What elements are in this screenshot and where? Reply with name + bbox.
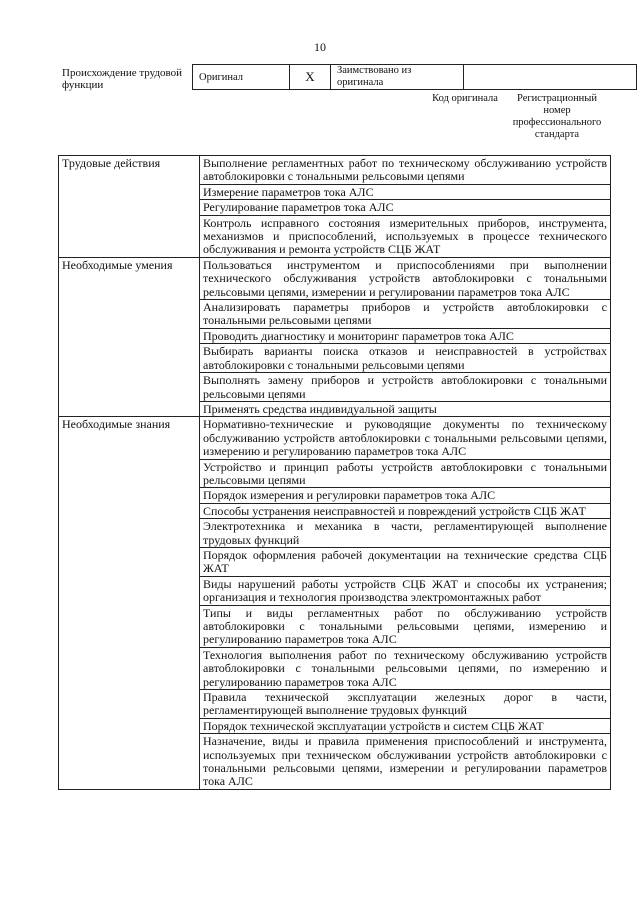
origin-label: Происхождение трудовой функции (62, 67, 183, 91)
table-cell: Проводить диагностику и мониторинг параметров тока АЛС (200, 328, 611, 343)
function-table (58, 155, 611, 790)
table-row (59, 417, 611, 459)
table-cell: Порядок технической эксплуатации устройств и систем СЦБ ЖАТ (200, 718, 611, 733)
table-row (59, 156, 611, 185)
required-knowledge-label: Необходимые знания (59, 417, 200, 790)
table-cell: Типы и виды регламентных работ по обслуживанию устройств автоблокировки с тональными рельсовыми цепями, измерению и регулированию параметров тока АЛС (200, 605, 611, 647)
table-cell: Пользоваться инструментом и приспособлениями при выполнении технического обслуживания устройств автоблокировки с тональными рельсовыми цепями, измерении и регулировании параметров тока АЛС (200, 257, 611, 299)
table-cell: Применять средства индивидуальной защиты (200, 401, 611, 416)
table-cell: Порядок оформления рабочей документации на технические средства СЦБ ЖАТ (200, 547, 611, 576)
table-cell: Технология выполнения работ по техническому обслуживанию устройств автоблокировки с тональными рельсовыми цепями, по измерению и регулированию параметров тока АЛС (200, 647, 611, 689)
table-cell: Выбирать варианты поиска отказов и неисправностей в устройствах автоблокировки с тональными рельсовыми цепями (200, 344, 611, 373)
reg-number-label: Регистрационный номер профессионального стандарта (512, 93, 602, 140)
table-cell: Виды нарушений работы устройств СЦБ ЖАТ и способы их устранения; организация и технология производства электромонтажных работ (200, 576, 611, 605)
table-cell: Измерение параметров тока АЛС (200, 184, 611, 199)
table-cell: Устройство и принцип работы устройств автоблокировки с тональными рельсовыми цепями (200, 459, 611, 488)
table-row (59, 257, 611, 299)
original-cell: Оригинал (193, 65, 290, 90)
labor-actions-label: Трудовые действия (59, 156, 200, 258)
table-cell: Выполнять замену приборов и устройств автоблокировки с тональными рельсовыми цепями (200, 373, 611, 402)
required-skills-label: Необходимые умения (59, 257, 200, 416)
page-number: 10 (314, 40, 326, 54)
table-cell: Нормативно-технические и руководящие документы по техническому обслуживанию устройств автоблокировки с тональными рельсовыми цепями, измерению и регулированию параметров тока АЛС (200, 417, 611, 459)
table-cell: Порядок измерения и регулировки параметров тока АЛС (200, 488, 611, 503)
table-cell: Контроль исправного состояния измерительных приборов, инструмента, механизмов и приспособлений, используемых в процессе технического обслуживания и ремонта устройств СЦБ ЖАТ (200, 215, 611, 257)
origin-table (192, 64, 637, 90)
original-mark: X (290, 65, 331, 90)
table-cell: Электротехника и механика в части, регламентирующей выполнение трудовых функций (200, 519, 611, 548)
code-cell (464, 65, 637, 90)
table-cell: Выполнение регламентных работ по техническому обслуживанию устройств автоблокировки с тональными рельсовыми цепями (200, 156, 611, 185)
table-cell: Регулирование параметров тока АЛС (200, 200, 611, 215)
table-cell: Анализировать параметры приборов и устройств автоблокировки с тональными рельсовыми цепями (200, 300, 611, 329)
code-label: Код оригинала (432, 93, 498, 104)
borrowed-cell: Заимствовано из оригинала (331, 65, 464, 90)
table-cell: Способы устранения неисправностей и повреждений устройств СЦБ ЖАТ (200, 503, 611, 518)
table-cell: Правила технической эксплуатации железных дорог в части, регламентирующей выполнение трудовых функций (200, 690, 611, 719)
table-cell: Назначение, виды и правила применения приспособлений и инструмента, используемых при техническом обслуживании устройств автоблокировки с тональными рельсовыми цепями, измерении и регулировании параметров тока АЛС (200, 734, 611, 790)
